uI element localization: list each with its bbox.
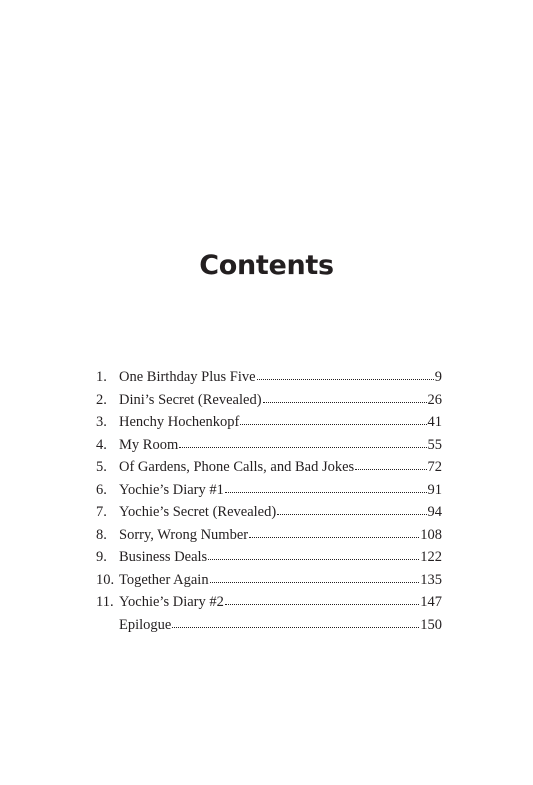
dot-leader — [172, 627, 419, 628]
toc-entry — [96, 549, 442, 572]
chapter-number: 7. — [96, 504, 107, 520]
chapter-number: 11. — [96, 594, 114, 610]
toc-entry — [96, 504, 442, 527]
dot-leader — [225, 604, 419, 605]
dot-leader — [277, 514, 426, 515]
page-number: 9 — [434, 369, 442, 385]
toc-entry — [96, 617, 442, 640]
page-number: 108 — [420, 526, 442, 543]
toc-entry — [96, 572, 442, 595]
page-number: 26 — [427, 391, 442, 408]
chapter-title: Yochie’s Diary #1 — [119, 481, 224, 498]
dot-leader — [249, 537, 419, 538]
chapter-number: 8. — [96, 526, 107, 543]
chapter-number: 4. — [96, 436, 107, 453]
chapter-title: Business Deals — [119, 549, 208, 565]
dot-leader — [210, 582, 420, 583]
toc-entry — [96, 369, 442, 392]
toc-entry — [96, 392, 442, 415]
chapter-number: 6. — [96, 481, 107, 498]
page-number: 72 — [427, 459, 442, 475]
chapter-number: 3. — [96, 414, 107, 430]
chapter-number: 10. — [96, 571, 115, 588]
page-number: 122 — [420, 549, 442, 565]
page-number: 55 — [427, 436, 442, 453]
toc-entry — [96, 414, 442, 437]
dot-leader — [257, 379, 434, 380]
toc-entry — [96, 527, 442, 550]
chapter-number: 5. — [96, 459, 107, 475]
page-number: 41 — [427, 414, 442, 430]
page-number: 135 — [420, 571, 442, 588]
dot-leader — [179, 447, 426, 448]
chapter-title: Of Gardens, Phone Calls, and Bad Jokes — [119, 459, 355, 475]
toc-entry — [96, 594, 442, 617]
chapter-title: Yochie’s Diary #2 — [119, 594, 224, 610]
chapter-number: 9. — [96, 549, 107, 565]
chapter-title: Epilogue — [119, 616, 172, 633]
dot-leader — [263, 402, 427, 403]
page-number: 91 — [427, 481, 442, 498]
chapter-title: One Birthday Plus Five — [119, 369, 256, 385]
chapter-number: 1. — [96, 369, 107, 385]
dot-leader — [355, 469, 426, 470]
page-title: Contents — [199, 250, 334, 281]
chapter-title: My Room — [119, 436, 179, 453]
chapter-title: Sorry, Wrong Number — [119, 526, 249, 543]
toc-entry — [96, 482, 442, 505]
chapter-title: Together Again — [119, 571, 209, 588]
chapter-number: 2. — [96, 391, 107, 408]
table-of-contents — [96, 369, 442, 639]
page-number: 150 — [420, 616, 442, 633]
chapter-title: Dini’s Secret (Revealed) — [119, 391, 262, 408]
toc-entry — [96, 437, 442, 460]
dot-leader — [208, 559, 419, 560]
toc-entry — [96, 459, 442, 482]
chapter-title: Yochie’s Secret (Revealed) — [119, 504, 277, 520]
chapter-title: Henchy Hochenkopf — [119, 414, 240, 430]
page-number: 147 — [420, 594, 442, 610]
page-number: 94 — [427, 504, 442, 520]
dot-leader — [225, 492, 427, 493]
dot-leader — [240, 424, 426, 425]
